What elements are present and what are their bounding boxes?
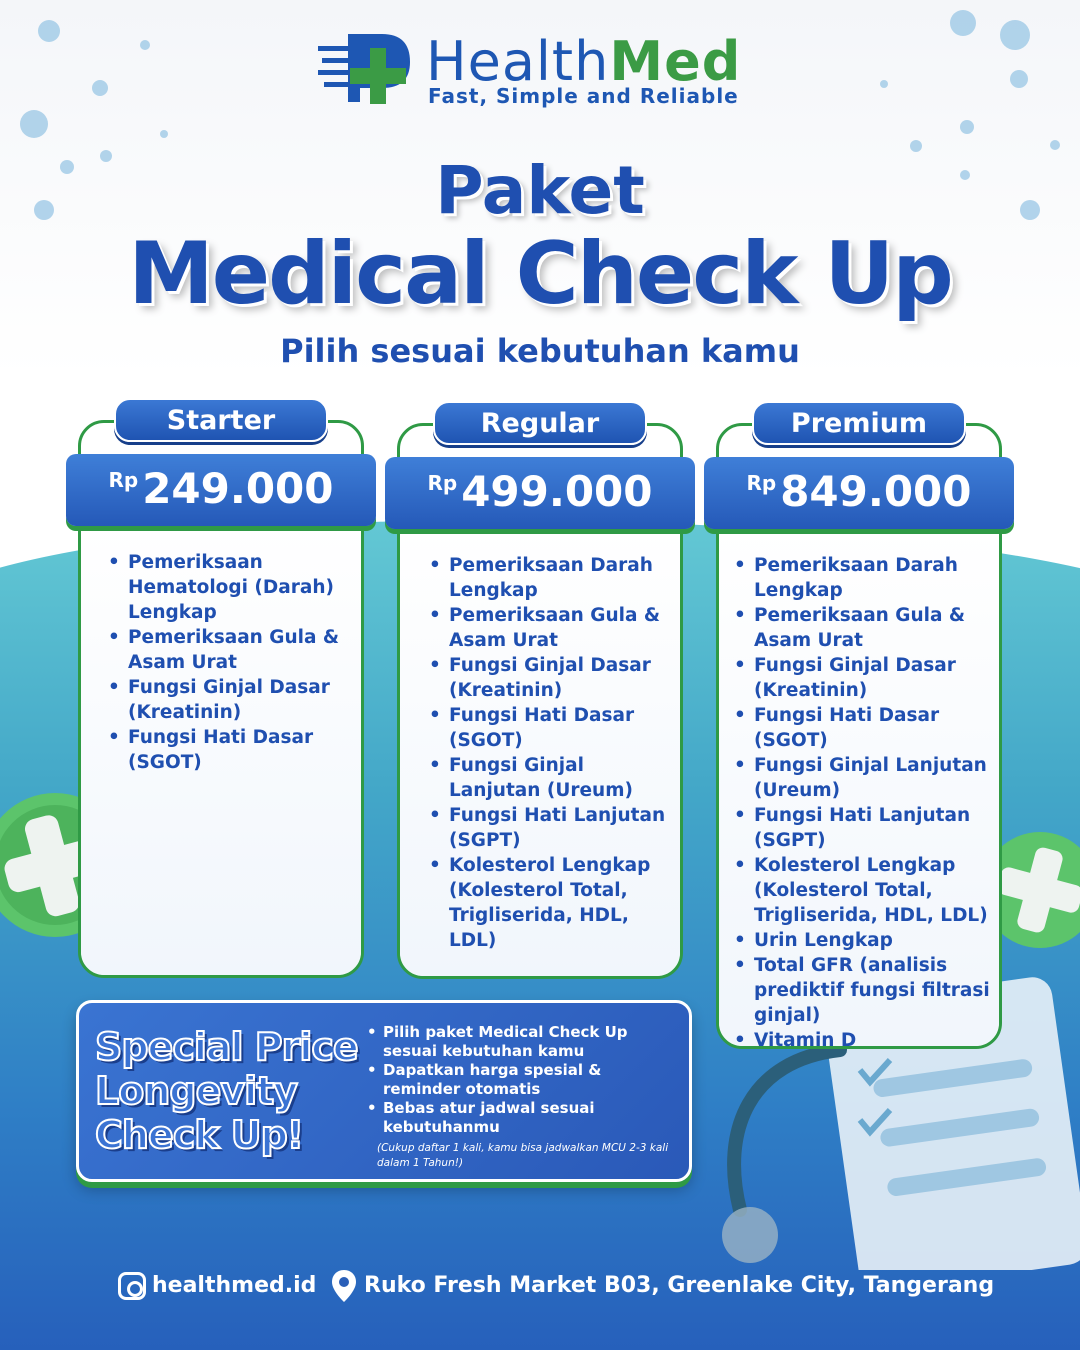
instagram-handle[interactable]: healthmed.id	[152, 1273, 317, 1298]
special-price-note: (Cukup daftar 1 kali, kamu bisa jadwalkan MCU 2-3 kali dalam 1 Tahun!)	[377, 1142, 669, 1169]
package-tab-premium: Premium	[752, 401, 966, 445]
brand-name-part1: Health	[426, 30, 610, 93]
list-item: • Fungsi Ginjal Dasar (Kreatinin)	[427, 653, 679, 703]
list-item: • Kolesterol Lengkap (Kolesterol Total, Trigliserida, HDL, LDL)	[732, 853, 1006, 928]
price-currency: Rp	[746, 471, 777, 495]
brand-name-part2: Med	[609, 30, 742, 93]
list-item: • Fungsi Ginjal Lanjutan (Ureum)	[732, 753, 1006, 803]
package-card-starter	[66, 398, 376, 978]
list-item: • Pemeriksaan Gula & Asam Urat	[732, 603, 1006, 653]
list-item: • Pemeriksaan Hematologi (Darah) Lengkap	[106, 550, 360, 625]
list-item: • Fungsi Ginjal Lanjutan (Ureum)	[427, 753, 679, 803]
stethoscope-icon	[690, 1040, 860, 1270]
list-item: • Urin Lengkap	[732, 928, 1006, 953]
list-item: • Pemeriksaan Gula & Asam Urat	[106, 625, 360, 675]
list-item: • Kolesterol Lengkap (Kolesterol Total, Trigliserida, HDL, LDL)	[427, 853, 679, 953]
price-amount: 849.000	[780, 467, 972, 516]
package-item-list	[427, 553, 679, 953]
map-pin-icon	[332, 1270, 356, 1302]
list-item: • Pemeriksaan Darah Lengkap	[732, 553, 1006, 603]
special-price-title: Special Price Longevity Check Up!	[95, 1025, 358, 1157]
package-tab-starter: Starter	[114, 398, 328, 442]
healthmed-logo-icon	[318, 28, 418, 110]
list-item: • Fungsi Ginjal Dasar (Kreatinin)	[106, 675, 360, 725]
brand-logo	[318, 28, 748, 113]
address-text: Ruko Fresh Market B03, Greenlake City, Tangerang	[364, 1273, 995, 1298]
price-currency: Rp	[108, 468, 139, 492]
headline-subtitle: Pilih sesuai kebutuhan kamu	[280, 332, 800, 370]
package-card-regular	[385, 401, 695, 979]
package-item-list	[106, 550, 360, 775]
list-item: • Pemeriksaan Gula & Asam Urat	[427, 603, 679, 653]
list-item: • Total GFR (analisis prediktif fungsi filtrasi ginjal)	[732, 953, 1006, 1028]
list-item: • Fungsi Ginjal Dasar (Kreatinin)	[732, 653, 1006, 703]
list-item: • Fungsi Hati Lanjutan (SGPT)	[732, 803, 1006, 853]
package-tab-regular: Regular	[433, 401, 647, 445]
special-price-points	[365, 1023, 675, 1137]
price-currency: Rp	[427, 471, 458, 495]
price-amount: 499.000	[461, 467, 653, 516]
list-item: • Fungsi Hati Dasar (SGOT)	[427, 703, 679, 753]
price-amount: 249.000	[142, 464, 334, 513]
list-item: • Dapatkan harga spesial & reminder otomatis	[365, 1061, 675, 1099]
list-item: • Bebas atur jadwal sesuai kebutuhanmu	[365, 1099, 675, 1137]
special-price-box	[76, 1000, 692, 1182]
headline-line1: Paket	[435, 152, 645, 229]
headline-line2: Medical Check Up	[128, 224, 952, 324]
package-price-premium	[704, 457, 1014, 529]
list-item: • Fungsi Hati Dasar (SGOT)	[732, 703, 1006, 753]
package-price-starter	[66, 454, 376, 526]
list-item: • Vitamin D	[732, 1028, 1006, 1053]
footer	[0, 1270, 1080, 1310]
package-item-list	[732, 553, 1006, 1053]
package-price-regular	[385, 457, 695, 529]
instagram-icon	[118, 1272, 146, 1300]
brand-tagline: Fast, Simple and Reliable	[428, 84, 739, 108]
package-card-premium	[704, 401, 1014, 1049]
list-item: • Pemeriksaan Darah Lengkap	[427, 553, 679, 603]
list-item: • Pilih paket Medical Check Up sesuai kebutuhan kamu	[365, 1023, 675, 1061]
list-item: • Fungsi Hati Dasar (SGOT)	[106, 725, 360, 775]
list-item: • Fungsi Hati Lanjutan (SGPT)	[427, 803, 679, 853]
